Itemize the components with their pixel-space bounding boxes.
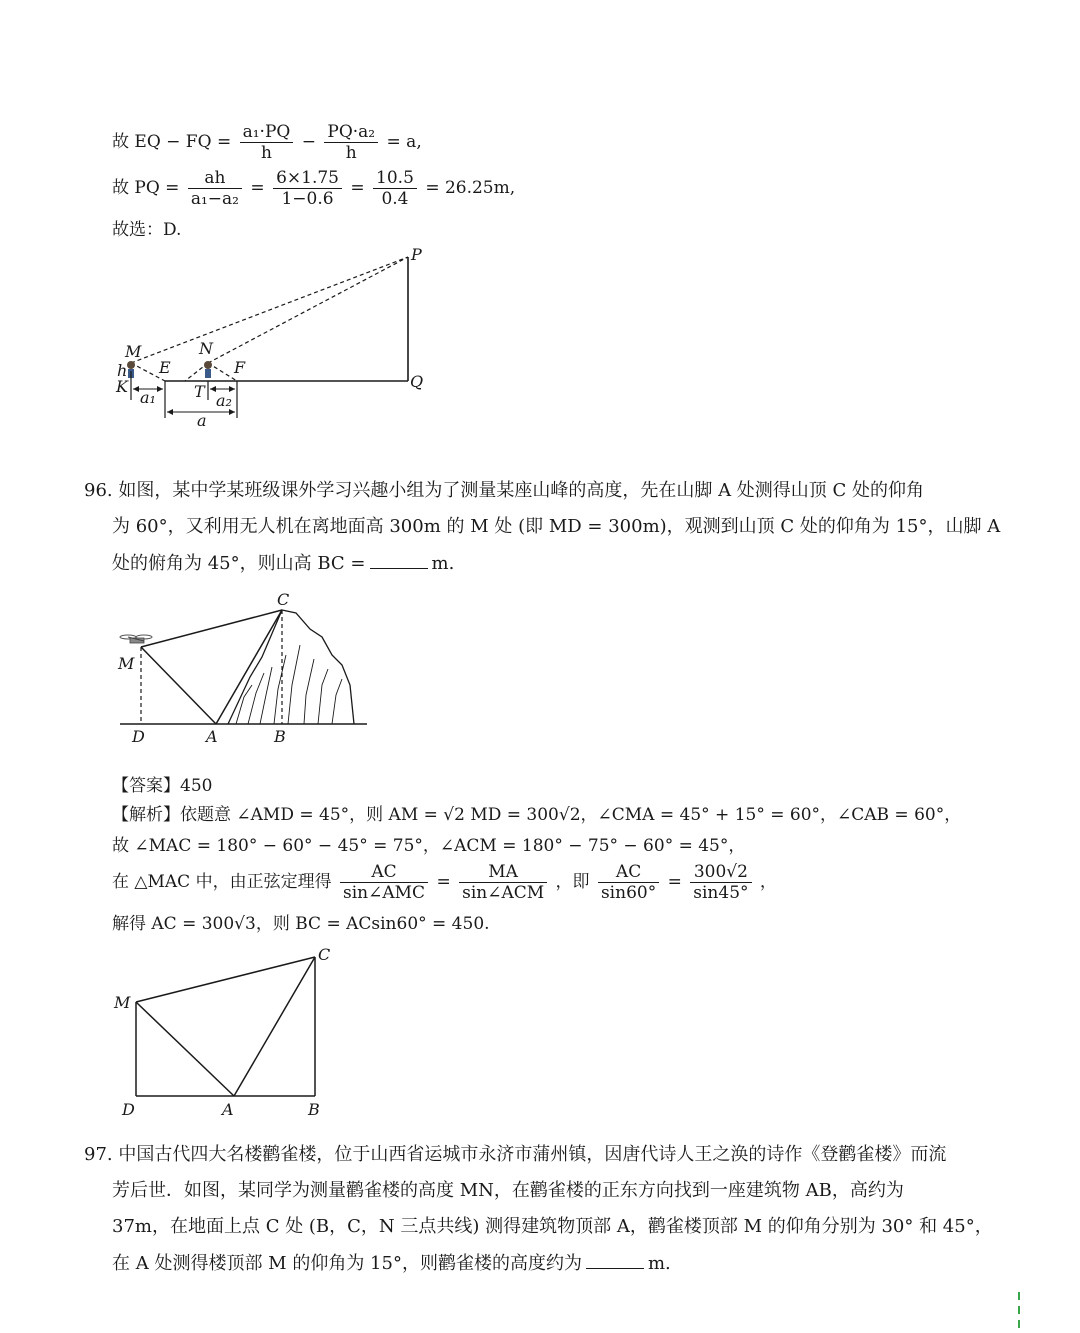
fraction: $\frac{\text{PQ·a₂}}{h}$: [324, 122, 378, 163]
q97-line3: 37m，在地面上点 C 处 (B，C，N 三点共线) 测得建筑物顶部 A，鹳雀楼顶部 M 的仰角分别为 30° 和 45°，: [112, 1216, 993, 1237]
answer-blank: [370, 550, 428, 569]
label-B: B: [308, 1100, 320, 1119]
fraction: $\frac{MA}{\text{sin∠ACM}}$: [459, 862, 547, 903]
q97-line1: 97. 中国古代四大名楼鹳雀楼，位于山西省运城市永济市蒲州镇，因唐代诗人王之涣的诗作《登鹳雀楼》而流: [84, 1144, 947, 1165]
analysis-line-2: 故 ∠MAC = 180° − 60° − 45° = 75°，∠ACM = 180° − 75° − 60° = 45°，: [112, 836, 746, 856]
label-D: D: [122, 1100, 135, 1119]
q97-line4: 在 A 处测得楼顶部 M 的仰角为 15°，则鹳雀楼的高度约为 m.: [112, 1250, 671, 1277]
label-T: T: [194, 382, 205, 401]
fraction: $\frac{AC}{\sin 60^\circ}$: [598, 862, 659, 903]
figure-mountain-drone: [110, 585, 380, 750]
label-A: A: [222, 1100, 234, 1119]
label-M: M: [118, 654, 135, 673]
solution-equation-1: 故 EQ − FQ = $\frac{\text{a₁·PQ}}{h}$ − $\frac{\text{PQ·a₂}}{h}$ = a,: [112, 122, 422, 163]
solution-choice: 故选：D.: [112, 220, 182, 240]
label-E: E: [159, 358, 171, 377]
label-P: P: [411, 245, 422, 264]
q96-line3: 处的俯角为 45°，则山高 BC = m.: [112, 550, 454, 577]
label-C: C: [318, 945, 331, 964]
label-h: h: [117, 361, 128, 380]
q97-line2: 芳后世．如图，某同学为测量鹳雀楼的高度 MN，在鹳雀楼的正东方向找到一座建筑物 AB，高约为: [112, 1180, 904, 1201]
eq1-prefix: 故 EQ − FQ =: [112, 132, 237, 152]
label-A: A: [206, 727, 218, 746]
label-M: M: [114, 993, 131, 1012]
q96-line1: 96. 如图，某中学某班级课外学习兴趣小组为了测量某座山峰的高度，先在山脚 A 处测得山顶 C 处的仰角: [84, 480, 925, 501]
fraction: $\frac{10.5}{0.4}$: [373, 168, 417, 209]
label-F: F: [234, 358, 246, 377]
label-N: N: [199, 339, 213, 358]
label-a: a: [197, 411, 207, 430]
margin-mark: [1018, 1306, 1020, 1314]
margin-mark: [1018, 1320, 1020, 1328]
solution-equation-2: 故 PQ = $\frac{ah}{\text{a₁−a₂}}$ = $\frac{6\times 1.75}{1-0.6}$ = $\frac{10.5}{0.4}$ = 26.25m,: [112, 168, 516, 209]
fraction: $\frac{300√2}{\sin 45^\circ}$: [690, 862, 751, 903]
label-Q: Q: [410, 372, 424, 391]
answer-blank: [586, 1250, 644, 1269]
figure-pq-diagram: [100, 240, 440, 440]
figure-geometry: [110, 940, 350, 1125]
q96-line2: 为 60°，又利用无人机在离地面高 300m 的 M 处 (即 MD = 300m)，观测到山顶 C 处的仰角为 15°，山脚 A: [112, 516, 1001, 537]
mountain-icon: [228, 610, 354, 724]
analysis-line-4: 解得 AC = 300√3，则 BC = ACsin60° = 450.: [112, 914, 490, 934]
answer-96: 【答案】450: [112, 776, 213, 796]
label-a2: a₂: [216, 391, 232, 410]
analysis-line-3: 在 △MAC 中，由正弦定理得 $\frac{AC}{\text{sin∠AMC}}$ = $\frac{MA}{\text{sin∠ACM}}$ ，即 $\frac{AC}{\sin 60^\circ}$ = $\frac{300√2}{\sin 45^\circ}$ ，: [112, 862, 777, 903]
label-D: D: [132, 727, 145, 746]
label-a1: a₁: [140, 388, 156, 407]
analysis-line-1: 【解析】依题意 ∠AMD = 45°，则 AM = √2 MD = 300√2，∠CMA = 45° + 15° = 60°，∠CAB = 60°，: [112, 805, 962, 825]
label-C: C: [277, 590, 290, 609]
label-K: K: [116, 377, 128, 396]
label-M: M: [125, 342, 142, 361]
fraction: $\frac{6\times 1.75}{1-0.6}$: [273, 168, 342, 209]
drone-icon: [120, 635, 152, 643]
fraction: $\frac{ah}{\text{a₁−a₂}}$: [188, 168, 242, 209]
fraction: $\frac{\text{a₁·PQ}}{h}$: [240, 122, 294, 163]
person-icon: [204, 361, 212, 378]
fraction: $\frac{AC}{\text{sin∠AMC}}$: [340, 862, 428, 903]
label-B: B: [274, 727, 286, 746]
margin-mark: [1018, 1292, 1020, 1300]
